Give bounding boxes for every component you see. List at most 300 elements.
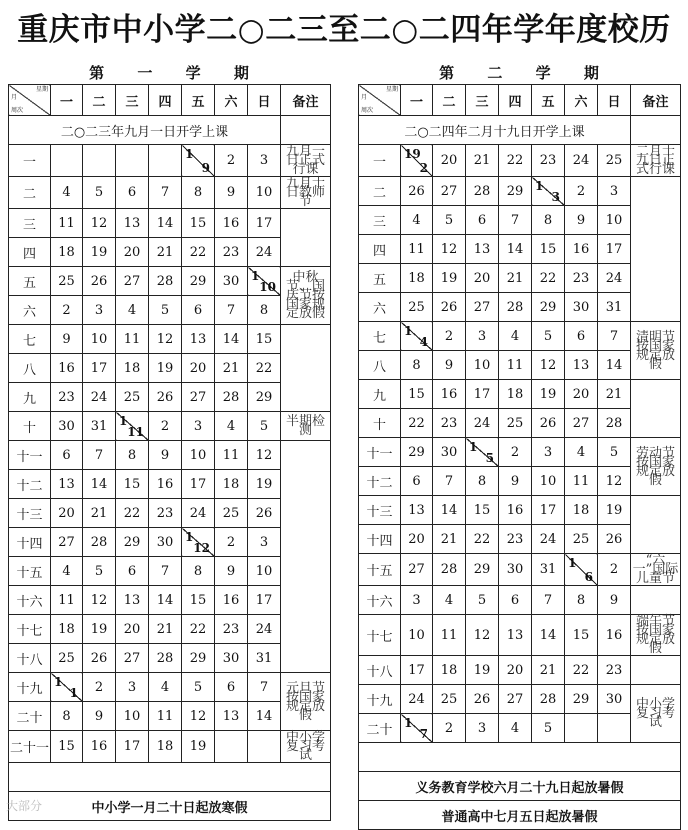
day-cell: 24 [598, 264, 631, 293]
day-cell: 21 [598, 380, 631, 409]
day-cell: 5 [182, 673, 215, 702]
day-cell [215, 731, 248, 763]
day-cell: 20 [116, 238, 149, 267]
watermark: 大部分 [6, 799, 43, 813]
day-cell: 2 [565, 177, 598, 206]
week-row [359, 586, 681, 615]
note-cell [281, 673, 331, 731]
month-start-day: 1 [568, 556, 577, 570]
month-start-day: 1 [119, 414, 128, 428]
week-row [9, 325, 331, 354]
corner-cell [9, 85, 51, 116]
day-cell: 22 [532, 264, 565, 293]
month-start-cell [182, 528, 215, 557]
week-row [359, 685, 681, 714]
day-cell: 13 [51, 470, 83, 499]
month-start-day: 1 [54, 675, 63, 689]
first-semester-section [8, 62, 330, 821]
second-semester-calendar-table [358, 84, 681, 830]
day-cell: 8 [182, 557, 215, 586]
week-row [359, 145, 681, 177]
week-number: 五 [9, 267, 51, 296]
day-cell: 4 [215, 412, 248, 441]
day-cell: 24 [401, 685, 433, 714]
day-cell: 8 [182, 177, 215, 209]
day-cell: 21 [532, 656, 565, 685]
day-cell: 24 [248, 615, 281, 644]
day-cell: 19 [433, 264, 466, 293]
day-cell: 8 [565, 586, 598, 615]
day-cell: 23 [532, 145, 565, 177]
day-cell: 30 [565, 293, 598, 322]
day-cell: 26 [433, 293, 466, 322]
day-cell: 9 [51, 325, 83, 354]
note-cell [631, 116, 681, 145]
day-cell: 3 [466, 714, 499, 743]
day-cell: 19 [83, 615, 116, 644]
day-cell: 10 [532, 467, 565, 496]
day-cell [51, 145, 83, 177]
day-cell: 14 [149, 586, 182, 615]
day-cell: 18 [499, 380, 532, 409]
day-cell: 16 [433, 380, 466, 409]
day-cell: 29 [401, 438, 433, 467]
day-cell: 27 [116, 267, 149, 296]
day-cell: 2 [598, 554, 631, 586]
day-cell: 6 [116, 177, 149, 209]
note-text: 端午节按国家规定放假 [635, 614, 675, 656]
day-cell: 14 [215, 325, 248, 354]
day-cell: 14 [149, 209, 182, 238]
day-cell: 8 [401, 351, 433, 380]
day-cell: 20 [182, 354, 215, 383]
day-cell: 5 [149, 296, 182, 325]
day-cell: 10 [116, 702, 149, 731]
day-cell: 28 [83, 528, 116, 557]
day-cell: 23 [51, 383, 83, 412]
day-cell: 7 [532, 586, 565, 615]
day-cell: 21 [215, 354, 248, 383]
day-cell: 25 [598, 145, 631, 177]
day-cell: 31 [598, 293, 631, 322]
note-cell [631, 438, 681, 496]
day-cell: 19 [248, 470, 281, 499]
month-start-day: 1 [469, 440, 478, 454]
day-cell: 12 [532, 351, 565, 380]
day-cell: 16 [215, 209, 248, 238]
week-number: 十六 [9, 586, 51, 615]
day-cell: 12 [466, 615, 499, 656]
note-cell [281, 267, 331, 325]
day-cell: 28 [149, 644, 182, 673]
day-cell: 17 [116, 731, 149, 763]
day-cell: 24 [248, 238, 281, 267]
month-start-cell [401, 322, 433, 351]
vacation-note [9, 763, 331, 792]
day-cell: 3 [248, 145, 281, 177]
week-row [359, 496, 681, 525]
note-text: “六一”国际儿童节 [632, 553, 679, 586]
day-cell: 6 [565, 322, 598, 351]
month-start-month: 2 [419, 161, 428, 175]
day-cell: 23 [215, 615, 248, 644]
week-row [9, 441, 331, 470]
day-cell: 30 [598, 685, 631, 714]
week-number: 八 [359, 351, 401, 380]
week-number: 一 [9, 145, 51, 177]
day-cell: 22 [499, 145, 532, 177]
day-cell: 20 [466, 264, 499, 293]
corner-label: 月 [361, 94, 368, 101]
week-number: 七 [9, 325, 51, 354]
note-cell [631, 554, 681, 586]
week-number: 十三 [359, 496, 401, 525]
note-text: 中秋节、国庆节按国家规定放假 [285, 270, 325, 321]
first-semester-calendar-table [8, 84, 331, 821]
day-cell: 12 [598, 467, 631, 496]
day-cell: 21 [149, 615, 182, 644]
week-number: 十三 [9, 499, 51, 528]
day-cell: 14 [248, 702, 281, 731]
day-cell: 21 [466, 145, 499, 177]
note-text: 中小学复习考试 [285, 730, 325, 763]
second-semester-section [358, 62, 680, 830]
note-cell [631, 615, 681, 656]
day-cell: 20 [401, 525, 433, 554]
day-cell: 18 [51, 615, 83, 644]
day-cell: 7 [83, 441, 116, 470]
week-number: 七 [359, 322, 401, 351]
day-cell: 28 [466, 177, 499, 206]
week-number: 十九 [359, 685, 401, 714]
day-cell: 10 [248, 557, 281, 586]
day-cell: 2 [433, 322, 466, 351]
week-number: 二十 [359, 714, 401, 743]
footer-row [359, 801, 681, 830]
corner-label: 星期 [385, 86, 398, 93]
day-cell: 25 [215, 499, 248, 528]
day-cell: 10 [598, 206, 631, 235]
day-cell: 28 [532, 685, 565, 714]
day-cell: 20 [565, 380, 598, 409]
day-cell: 2 [149, 412, 182, 441]
week-row [9, 145, 331, 177]
month-start-month: 4 [419, 335, 428, 349]
day-cell: 27 [565, 409, 598, 438]
note-text: 元旦节按国家规定放假 [285, 680, 325, 723]
month-start-day: 19 [404, 147, 421, 161]
week-row [9, 209, 331, 238]
day-cell: 4 [565, 438, 598, 467]
day-cell: 22 [466, 525, 499, 554]
month-start-day: 1 [251, 269, 260, 283]
day-cell: 9 [83, 702, 116, 731]
day-cell: 23 [499, 525, 532, 554]
day-cell: 31 [248, 644, 281, 673]
day-cell: 13 [466, 235, 499, 264]
week-number: 十五 [359, 554, 401, 586]
day-cell: 9 [565, 206, 598, 235]
day-cell: 3 [598, 177, 631, 206]
day-cell: 7 [598, 322, 631, 351]
day-cell: 28 [433, 554, 466, 586]
weekday-header: 五 [182, 85, 215, 116]
weekday-header: 日 [598, 85, 631, 116]
notes-header: 备注 [281, 85, 331, 116]
week-number: 四 [9, 238, 51, 267]
day-cell: 11 [565, 467, 598, 496]
day-cell: 27 [116, 644, 149, 673]
day-cell: 17 [598, 235, 631, 264]
weekday-header: 四 [149, 85, 182, 116]
week-number: 二 [359, 177, 401, 206]
day-cell: 8 [51, 702, 83, 731]
day-cell: 18 [116, 354, 149, 383]
month-start-month: 5 [485, 451, 494, 465]
day-cell: 18 [401, 264, 433, 293]
week-number: 二 [9, 177, 51, 209]
week-number: 五 [359, 264, 401, 293]
day-cell: 6 [466, 206, 499, 235]
day-cell: 3 [248, 528, 281, 557]
day-cell: 20 [499, 656, 532, 685]
week-number: 十一 [9, 441, 51, 470]
day-cell: 3 [116, 673, 149, 702]
day-cell: 5 [83, 557, 116, 586]
term-start-text: 二○二三年九月一日开学上课 [9, 116, 281, 145]
month-start-month: 6 [584, 570, 593, 584]
day-cell: 5 [83, 177, 116, 209]
month-start-month: 9 [201, 161, 210, 175]
day-cell: 18 [51, 238, 83, 267]
note-cell [281, 209, 331, 267]
month-start-cell [248, 267, 281, 296]
day-cell: 24 [565, 145, 598, 177]
day-cell: 27 [433, 177, 466, 206]
corner-label: 周次 [11, 107, 24, 114]
day-cell: 30 [51, 412, 83, 441]
weekday-header: 一 [51, 85, 83, 116]
day-cell: 27 [466, 293, 499, 322]
day-cell: 16 [149, 470, 182, 499]
day-cell: 8 [116, 441, 149, 470]
day-cell: 20 [116, 615, 149, 644]
day-cell: 30 [149, 528, 182, 557]
corner-label: 月 [11, 94, 18, 101]
day-cell: 16 [83, 731, 116, 763]
day-cell: 15 [248, 325, 281, 354]
day-cell: 28 [149, 267, 182, 296]
day-cell: 30 [499, 554, 532, 586]
day-cell: 25 [499, 409, 532, 438]
day-cell: 4 [116, 296, 149, 325]
week-number: 十四 [359, 525, 401, 554]
weekday-header: 六 [565, 85, 598, 116]
day-cell: 16 [51, 354, 83, 383]
month-start-month: 1 [69, 686, 78, 700]
day-cell: 19 [149, 354, 182, 383]
day-cell: 29 [565, 685, 598, 714]
week-number: 十四 [9, 528, 51, 557]
day-cell: 7 [149, 177, 182, 209]
day-cell: 29 [116, 528, 149, 557]
weekday-header: 三 [116, 85, 149, 116]
week-row [9, 412, 331, 441]
week-number: 十 [359, 409, 401, 438]
note-text: 二月十九日正式行课 [635, 144, 675, 177]
day-cell: 3 [532, 438, 565, 467]
day-cell: 11 [149, 702, 182, 731]
day-cell: 17 [248, 586, 281, 615]
day-cell: 23 [433, 409, 466, 438]
day-cell: 6 [116, 557, 149, 586]
week-number: 十八 [359, 656, 401, 685]
note-cell [281, 177, 331, 209]
day-cell: 10 [83, 325, 116, 354]
week-number: 十二 [359, 467, 401, 496]
day-cell: 29 [182, 267, 215, 296]
day-cell: 2 [83, 673, 116, 702]
day-cell: 6 [401, 467, 433, 496]
vacation-note: 普通高中七月五日起放暑假 [359, 801, 681, 830]
day-cell: 3 [182, 412, 215, 441]
footer-row [9, 763, 331, 792]
day-cell: 11 [433, 615, 466, 656]
day-cell: 2 [433, 714, 466, 743]
week-row [359, 380, 681, 409]
day-cell: 15 [565, 615, 598, 656]
day-cell [565, 714, 598, 743]
week-number: 三 [9, 209, 51, 238]
day-cell: 29 [248, 383, 281, 412]
week-row [359, 656, 681, 685]
day-cell [83, 145, 116, 177]
day-cell: 6 [51, 441, 83, 470]
note-cell [631, 496, 681, 554]
day-cell: 14 [532, 615, 565, 656]
week-number: 十 [9, 412, 51, 441]
week-number: 十七 [9, 615, 51, 644]
day-cell: 21 [149, 238, 182, 267]
month-start-cell [401, 714, 433, 743]
day-cell: 4 [51, 557, 83, 586]
note-cell [631, 380, 681, 438]
day-cell: 20 [433, 145, 466, 177]
day-cell: 14 [433, 496, 466, 525]
day-cell: 25 [401, 293, 433, 322]
week-number: 九 [359, 380, 401, 409]
weekday-header: 六 [215, 85, 248, 116]
day-cell: 9 [598, 586, 631, 615]
week-number: 十九 [9, 673, 51, 702]
day-cell [598, 714, 631, 743]
day-cell: 24 [532, 525, 565, 554]
day-cell: 4 [51, 177, 83, 209]
note-cell [631, 177, 681, 322]
day-cell: 23 [149, 499, 182, 528]
day-cell: 4 [499, 322, 532, 351]
day-cell: 8 [466, 467, 499, 496]
day-cell: 9 [215, 177, 248, 209]
day-cell: 6 [215, 673, 248, 702]
day-cell: 5 [598, 438, 631, 467]
day-cell: 24 [466, 409, 499, 438]
day-cell: 26 [598, 525, 631, 554]
month-start-day: 1 [185, 530, 194, 544]
day-cell: 8 [532, 206, 565, 235]
term-heading: 第 二 学 期 [439, 64, 613, 82]
day-cell: 10 [248, 177, 281, 209]
day-cell: 24 [83, 383, 116, 412]
term-start-row [359, 116, 681, 145]
note-cell [281, 145, 331, 177]
day-cell: 12 [182, 702, 215, 731]
week-number: 十六 [359, 586, 401, 615]
corner-label: 周次 [361, 107, 374, 114]
day-cell: 16 [499, 496, 532, 525]
footer-row [9, 792, 331, 821]
day-cell: 17 [248, 209, 281, 238]
week-number: 八 [9, 354, 51, 383]
day-cell: 28 [499, 293, 532, 322]
vacation-note: 中小学一月二十日起放寒假 [9, 792, 331, 821]
day-cell: 26 [83, 267, 116, 296]
corner-cell [359, 85, 401, 116]
note-cell [631, 145, 681, 177]
day-cell: 31 [532, 554, 565, 586]
day-cell: 14 [499, 235, 532, 264]
day-cell: 13 [182, 325, 215, 354]
week-row [359, 177, 681, 206]
week-number: 三 [359, 206, 401, 235]
weekday-header: 四 [499, 85, 532, 116]
week-number: 二十一 [9, 731, 51, 763]
day-cell: 11 [51, 586, 83, 615]
footer-row [359, 743, 681, 772]
day-cell: 17 [83, 354, 116, 383]
day-cell: 27 [182, 383, 215, 412]
day-cell: 25 [433, 685, 466, 714]
month-start-cell [182, 145, 215, 177]
week-row [9, 267, 331, 296]
month-start-cell [116, 412, 149, 441]
day-cell: 15 [532, 235, 565, 264]
day-cell: 11 [51, 209, 83, 238]
day-cell: 29 [532, 293, 565, 322]
day-cell: 19 [532, 380, 565, 409]
day-cell: 14 [598, 351, 631, 380]
day-cell: 15 [182, 209, 215, 238]
day-cell: 17 [182, 470, 215, 499]
day-cell: 25 [116, 383, 149, 412]
day-cell: 18 [149, 731, 182, 763]
day-cell: 7 [499, 206, 532, 235]
day-cell: 18 [215, 470, 248, 499]
day-cell: 6 [499, 586, 532, 615]
weekday-header: 日 [248, 85, 281, 116]
note-text: 半期检测 [285, 414, 325, 438]
month-start-day: 1 [404, 716, 413, 730]
day-cell: 17 [401, 656, 433, 685]
week-number: 十一 [359, 438, 401, 467]
day-cell: 11 [499, 351, 532, 380]
weekday-header-row [9, 85, 331, 116]
month-start-month: 12 [193, 541, 210, 555]
day-cell: 26 [466, 685, 499, 714]
day-cell: 2 [499, 438, 532, 467]
day-cell: 8 [248, 296, 281, 325]
footer-row [359, 772, 681, 801]
